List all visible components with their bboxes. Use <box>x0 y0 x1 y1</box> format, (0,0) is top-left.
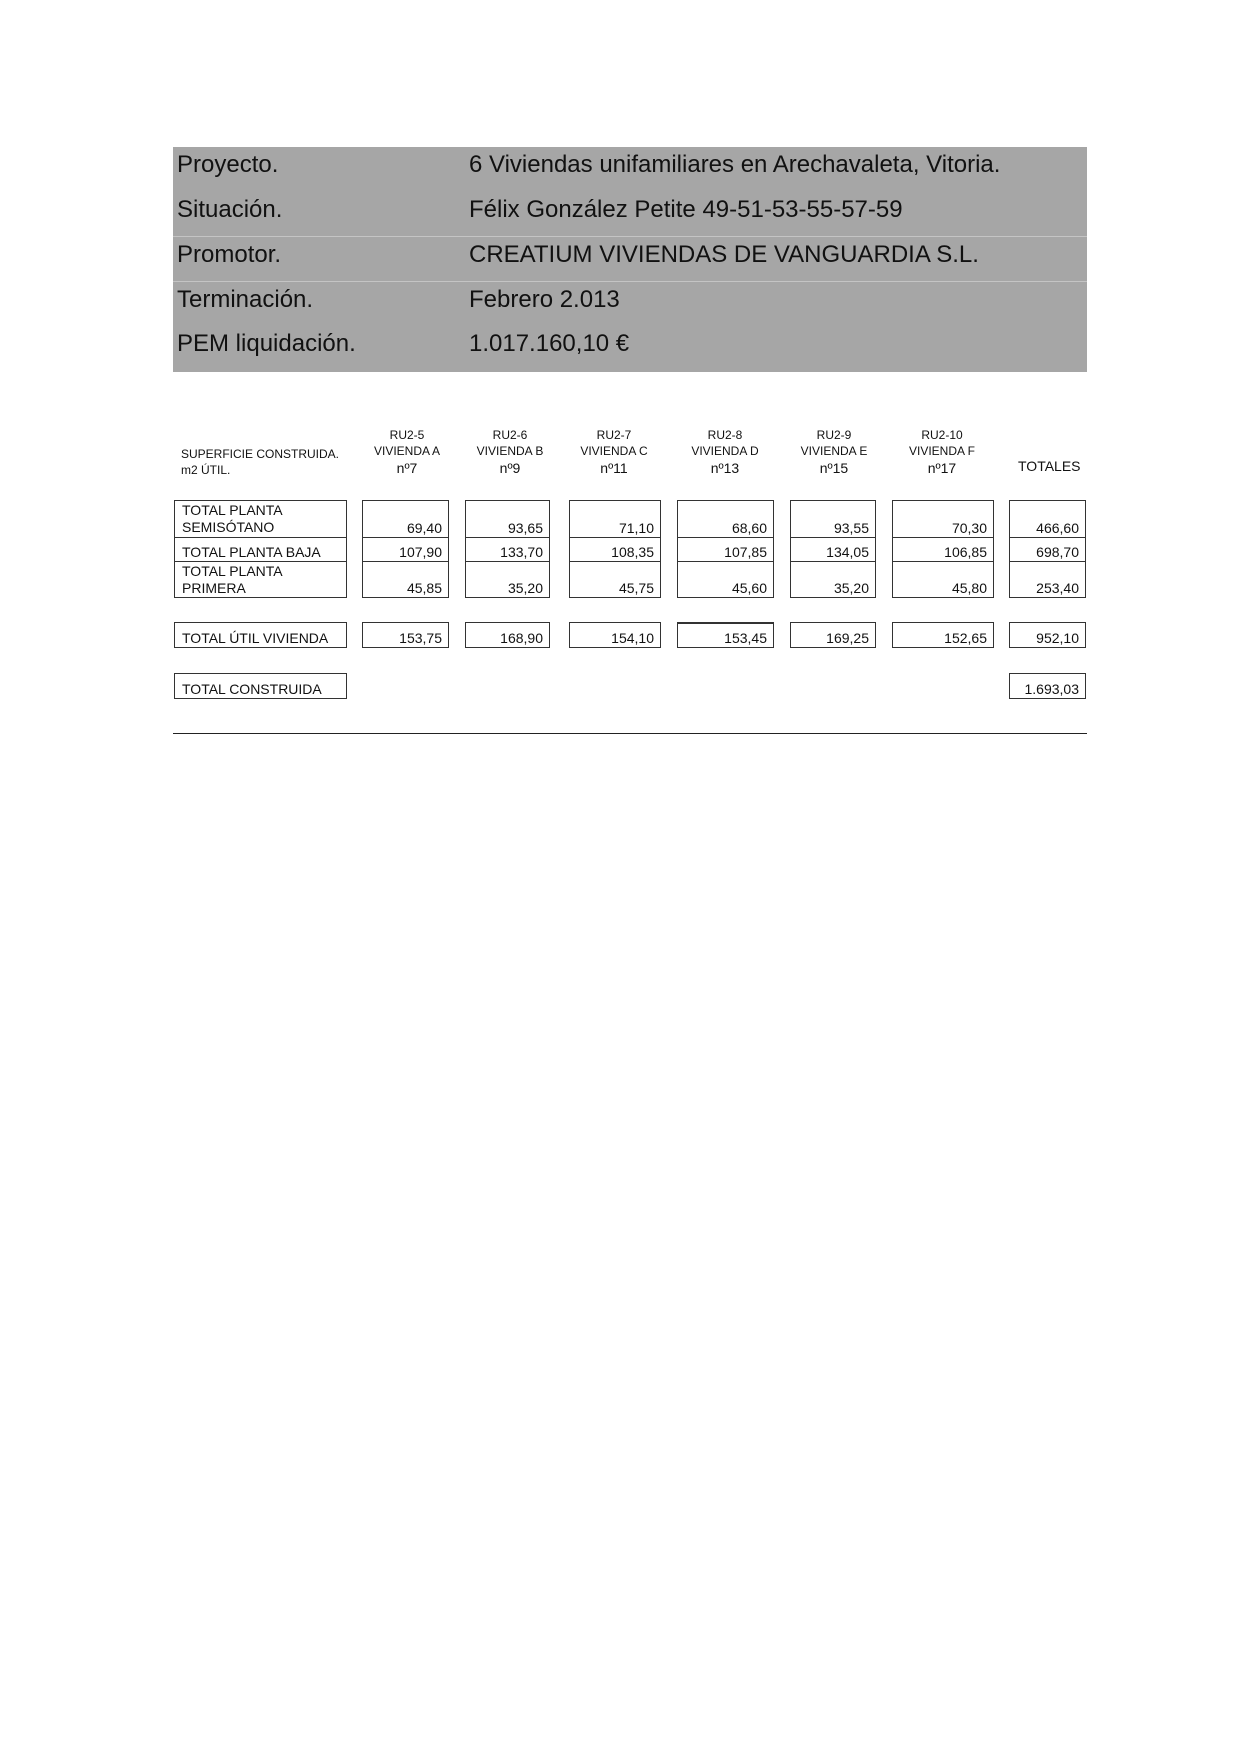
column-number: nº11 <box>600 460 628 476</box>
cell-value: 133,70 <box>500 544 543 560</box>
row-label-line1: TOTAL ÚTIL VIVIENDA <box>182 630 329 646</box>
column-number: nº9 <box>499 460 521 476</box>
row-label-planta-baja <box>174 537 347 562</box>
cell-value: 70,30 <box>951 520 987 536</box>
table-cell <box>790 500 876 538</box>
header-value: Febrero 2.013 <box>469 286 620 313</box>
cell-value: 253,40 <box>1036 580 1079 596</box>
column-name: VIVIENDA B <box>476 444 544 458</box>
cell-value: 154,10 <box>611 630 654 646</box>
column-name: VIVIENDA A <box>373 444 441 458</box>
row-label-primera <box>174 561 347 598</box>
column-header-d <box>680 427 770 477</box>
column-number: nº13 <box>710 460 740 476</box>
cell-value: 153,45 <box>724 630 767 646</box>
table-cell <box>790 561 876 598</box>
cell-value: 45,85 <box>406 580 442 596</box>
cell-value: 169,25 <box>826 630 869 646</box>
header-row-proyecto <box>173 147 1087 192</box>
column-header-e <box>789 427 879 477</box>
table-cell <box>790 537 876 562</box>
row-total <box>1009 622 1086 648</box>
totals-header: TOTALES <box>1018 458 1081 474</box>
row-label-total-util <box>174 622 347 648</box>
row-total <box>1009 537 1086 562</box>
cell-value: 466,60 <box>1036 520 1079 536</box>
column-code: RU2-9 <box>816 428 852 442</box>
table-title <box>181 446 339 478</box>
cell-value: 107,90 <box>399 544 442 560</box>
column-code: RU2-6 <box>492 428 528 442</box>
row-label-line2: SEMISÓTANO <box>182 519 275 535</box>
row-label-line1: TOTAL CONSTRUIDA <box>182 681 322 697</box>
table-cell <box>677 537 774 562</box>
row-label-line1: TOTAL PLANTA BAJA <box>182 544 321 560</box>
cell-value: 71,10 <box>618 520 654 536</box>
table-title-line2: m2 ÚTIL. <box>181 463 231 477</box>
column-name: VIVIENDA F <box>908 444 976 458</box>
table-cell <box>569 561 661 598</box>
table-cell <box>362 500 449 538</box>
table-cell <box>677 622 774 648</box>
table-cell <box>569 537 661 562</box>
project-header <box>173 147 1087 372</box>
cell-value: 45,60 <box>731 580 767 596</box>
header-label: PEM liquidación. <box>177 330 356 357</box>
header-value: Félix González Petite 49-51-53-55-57-59 <box>469 196 903 223</box>
column-number: nº7 <box>396 460 418 476</box>
column-header-c <box>569 427 659 477</box>
table-cell <box>465 500 550 538</box>
table-cell <box>465 561 550 598</box>
cell-value: 698,70 <box>1036 544 1079 560</box>
cell-value: 106,85 <box>944 544 987 560</box>
table-cell <box>677 500 774 538</box>
table-cell <box>362 537 449 562</box>
cell-value: 152,65 <box>944 630 987 646</box>
cell-value: 107,85 <box>724 544 767 560</box>
cell-value: 45,80 <box>951 580 987 596</box>
header-label: Promotor. <box>177 241 282 268</box>
column-code: RU2-8 <box>707 428 743 442</box>
header-value: CREATIUM VIVIENDAS DE VANGUARDIA S.L. <box>469 241 979 268</box>
header-value: 6 Viviendas unifamiliares en Arechavaleta, Vitoria. <box>469 151 1001 178</box>
table-cell <box>465 622 550 648</box>
cell-value: 93,65 <box>507 520 543 536</box>
table-cell <box>362 561 449 598</box>
cell-value: 134,05 <box>826 544 869 560</box>
table-title-line1: SUPERFICIE CONSTRUIDA. <box>181 447 340 461</box>
header-label: Terminación. <box>177 286 314 313</box>
column-header-b <box>465 427 555 477</box>
cell-value: 168,90 <box>500 630 543 646</box>
cell-value: 35,20 <box>507 580 543 596</box>
table-cell <box>677 561 774 598</box>
cell-value: 93,55 <box>833 520 869 536</box>
row-label-line1: TOTAL PLANTA <box>182 563 283 579</box>
cell-value: 153,75 <box>399 630 442 646</box>
column-number: nº17 <box>927 460 957 476</box>
table-cell <box>892 561 994 598</box>
column-header-f <box>897 427 987 477</box>
header-row-situacion <box>173 192 1087 237</box>
table-cell <box>465 537 550 562</box>
row-label-line2: PRIMERA <box>182 580 246 596</box>
cell-value: 35,20 <box>833 580 869 596</box>
table-cell <box>892 537 994 562</box>
table-cell <box>362 622 449 648</box>
column-code: RU2-5 <box>389 428 425 442</box>
cell-value: 68,60 <box>731 520 767 536</box>
column-name: VIVIENDA E <box>800 444 868 458</box>
table-cell <box>569 500 661 538</box>
column-name: VIVIENDA D <box>691 444 759 458</box>
table-cell <box>892 622 994 648</box>
column-code: RU2-7 <box>596 428 632 442</box>
column-name: VIVIENDA C <box>580 444 648 458</box>
column-number: nº15 <box>819 460 849 476</box>
header-row-terminacion <box>173 281 1087 327</box>
row-total <box>1009 561 1086 598</box>
row-total <box>1009 500 1086 538</box>
row-total <box>1009 673 1086 699</box>
header-row-pem <box>173 326 1087 371</box>
bottom-divider <box>173 733 1087 734</box>
cell-value: 45,75 <box>618 580 654 596</box>
header-row-promotor <box>173 236 1087 282</box>
column-header-a <box>362 427 452 477</box>
header-value: 1.017.160,10 € <box>469 330 630 357</box>
row-label-semisotano <box>174 500 347 538</box>
cell-value: 69,40 <box>406 520 442 536</box>
table-cell <box>892 500 994 538</box>
row-label-total-construida <box>174 673 347 699</box>
header-label: Proyecto. <box>177 151 279 178</box>
table-cell <box>569 622 661 648</box>
header-label: Situación. <box>177 196 283 223</box>
row-label-line1: TOTAL PLANTA <box>182 502 283 518</box>
table-cell <box>790 622 876 648</box>
column-code: RU2-10 <box>921 428 963 442</box>
cell-value: 952,10 <box>1036 630 1079 646</box>
cell-value: 108,35 <box>611 544 654 560</box>
cell-value: 1.693,03 <box>1024 681 1079 697</box>
